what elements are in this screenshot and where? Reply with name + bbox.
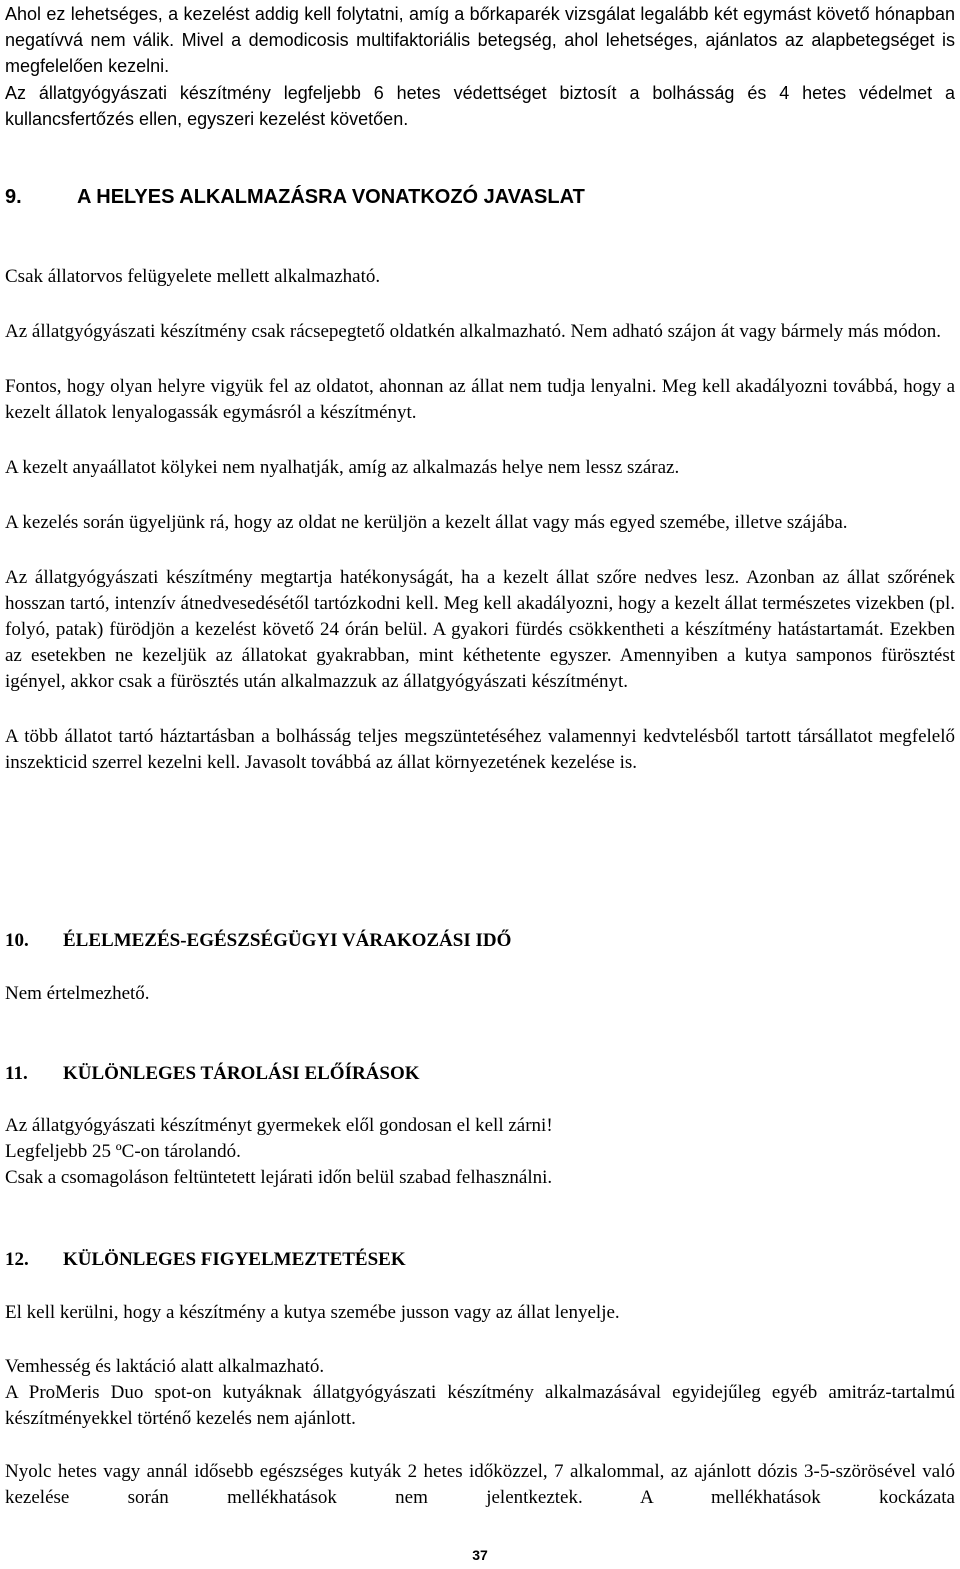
section-9-paragraph-3: Fontos, hogy olyan helyre vigyük fel az oldatot, ahonnan az állat nem tudja lenyalni. Meg kell akadályozni továbbá, hogy a kezelt állatok lenyalogassák egymásról a készítményt.: [5, 376, 955, 423]
section-12-number: 12.: [5, 1249, 29, 1270]
section-10-number: 10.: [5, 930, 29, 951]
intro-paragraph-1: Ahol ez lehetséges, a kezelést addig kell folytatni, amíg a bőrkaparék vizsgálat legalább két egymást követő hónapban negatívvá nem válik. Mivel a demodicosis multifaktoriális betegség, ahol lehetséges, ajánlatos az alapbetegséget is megfelelően kezelni.: [5, 4, 955, 76]
section-11-number: 11.: [5, 1063, 28, 1084]
section-9-paragraph-6: Az állatgyógyászati készítmény megtartja hatékonyságát, ha a kezelt állat szőre nedves lesz. Azonban az állat szőrének hosszan tartó, intenzív átnedvesedésétől tartózkodni kell. Meg kell akadályozni, hogy a kezelt állat természetes vizekben (pl. folyó, patak) fürödjön a kezelést követő 24 órán belül. A gyakori fürdés csökkentheti a készítmény hatástartamát. Ezekben az esetekben ne kezeljük az állatokat gyakrabban, mint kéthetente egyszer. Amennyiben a kutya samponos fürösztést igényel, akkor csak a fürösztés után alkalmazzuk az állatgyógyászati készítményt.: [5, 567, 955, 692]
section-9-body: [5, 264, 955, 776]
section-10-heading: [5, 928, 511, 954]
section-12-paragraph-2-line-2: A ProMeris Duo spot-on kutyáknak állatgyógyászati készítmény alkalmazásával egyidejűleg egyéb amitráz-tartalmú készítményekkel történő kezelés nem ajánlott.: [5, 1382, 955, 1429]
section-9-paragraph-1: Csak állatorvos felügyelete mellett alkalmazható.: [5, 266, 381, 287]
section-11-line-3: Csak a csomagoláson feltüntetett lejárati időn belül szabad felhasználni.: [5, 1167, 553, 1188]
section-9-paragraph-4: A kezelt anyaállatot kölykei nem nyalhatják, amíg az alkalmazás helye nem lessz száraz.: [5, 457, 680, 478]
section-10-title: ÉLELMEZÉS-EGÉSZSÉGÜGYI VÁRAKOZÁSI IDŐ: [63, 930, 512, 951]
section-11-line-2: Legfeljebb 25 ºC-on tárolandó.: [5, 1141, 241, 1162]
section-12-title: KÜLÖNLEGES FIGYELMEZTETÉSEK: [63, 1249, 406, 1270]
section-11-line-1: Az állatgyógyászati készítményt gyermekek elől gondosan el kell zárni!: [5, 1115, 553, 1136]
section-9-paragraph-2: Az állatgyógyászati készítmény csak rácsepegtető oldatkén alkalmazható. Nem adható szájon át vagy bármely más módon.: [5, 321, 941, 342]
intro-paragraph-2: Az állatgyógyászati készítmény legfeljebb 6 hetes védettséget biztosít a bolhásság és 4 hetes védelmet a kullancsfertőzés ellen, egyszeri kezelést követően.: [5, 83, 955, 129]
section-12-paragraph-3: Nyolc hetes vagy annál idősebb egészséges kutyák 2 hetes időközzel, 7 alkalommal, az ajánlott dózis 3-5-szörösével való kezelése során mellékhatások nem jelentkeztek. A mellékhatások kockázata: [5, 1461, 955, 1508]
section-9-title: A HELYES ALKALMAZÁSRA VONATKOZÓ JAVASLAT: [77, 186, 585, 208]
section-12-paragraph-2-line-1: Vemhesség és laktáció alatt alkalmazható.: [5, 1356, 325, 1377]
section-12-heading: [5, 1247, 406, 1273]
section-10-text: Nem értelmezhető.: [5, 983, 150, 1004]
section-11-body: [5, 1113, 955, 1191]
section-9-number: 9.: [5, 186, 22, 208]
section-11-title: KÜLÖNLEGES TÁROLÁSI ELŐÍRÁSOK: [63, 1063, 420, 1084]
section-9-paragraph-7: A több állatot tartó háztartásban a bolhásság teljes megszüntetéséhez valamennyi kedvtelésből tartott társállatot megfelelő inszekticid szerrel kezelni kell. Javasolt továbbá az állat környezetének kezelése is.: [5, 726, 955, 773]
section-12-paragraph-1: El kell kerülni, hogy a készítmény a kutya szemébe jusson vagy az állat lenyelje.: [5, 1302, 620, 1323]
section-12-paragraph-2: [5, 1354, 955, 1432]
section-11-heading: [5, 1061, 420, 1087]
page-number: 37: [472, 1547, 488, 1563]
section-9-heading: [5, 184, 585, 210]
section-9-paragraph-5: A kezelés során ügyeljünk rá, hogy az oldat ne kerüljön a kezelt állat vagy más egyed szemébe, illetve szájába.: [5, 512, 848, 533]
